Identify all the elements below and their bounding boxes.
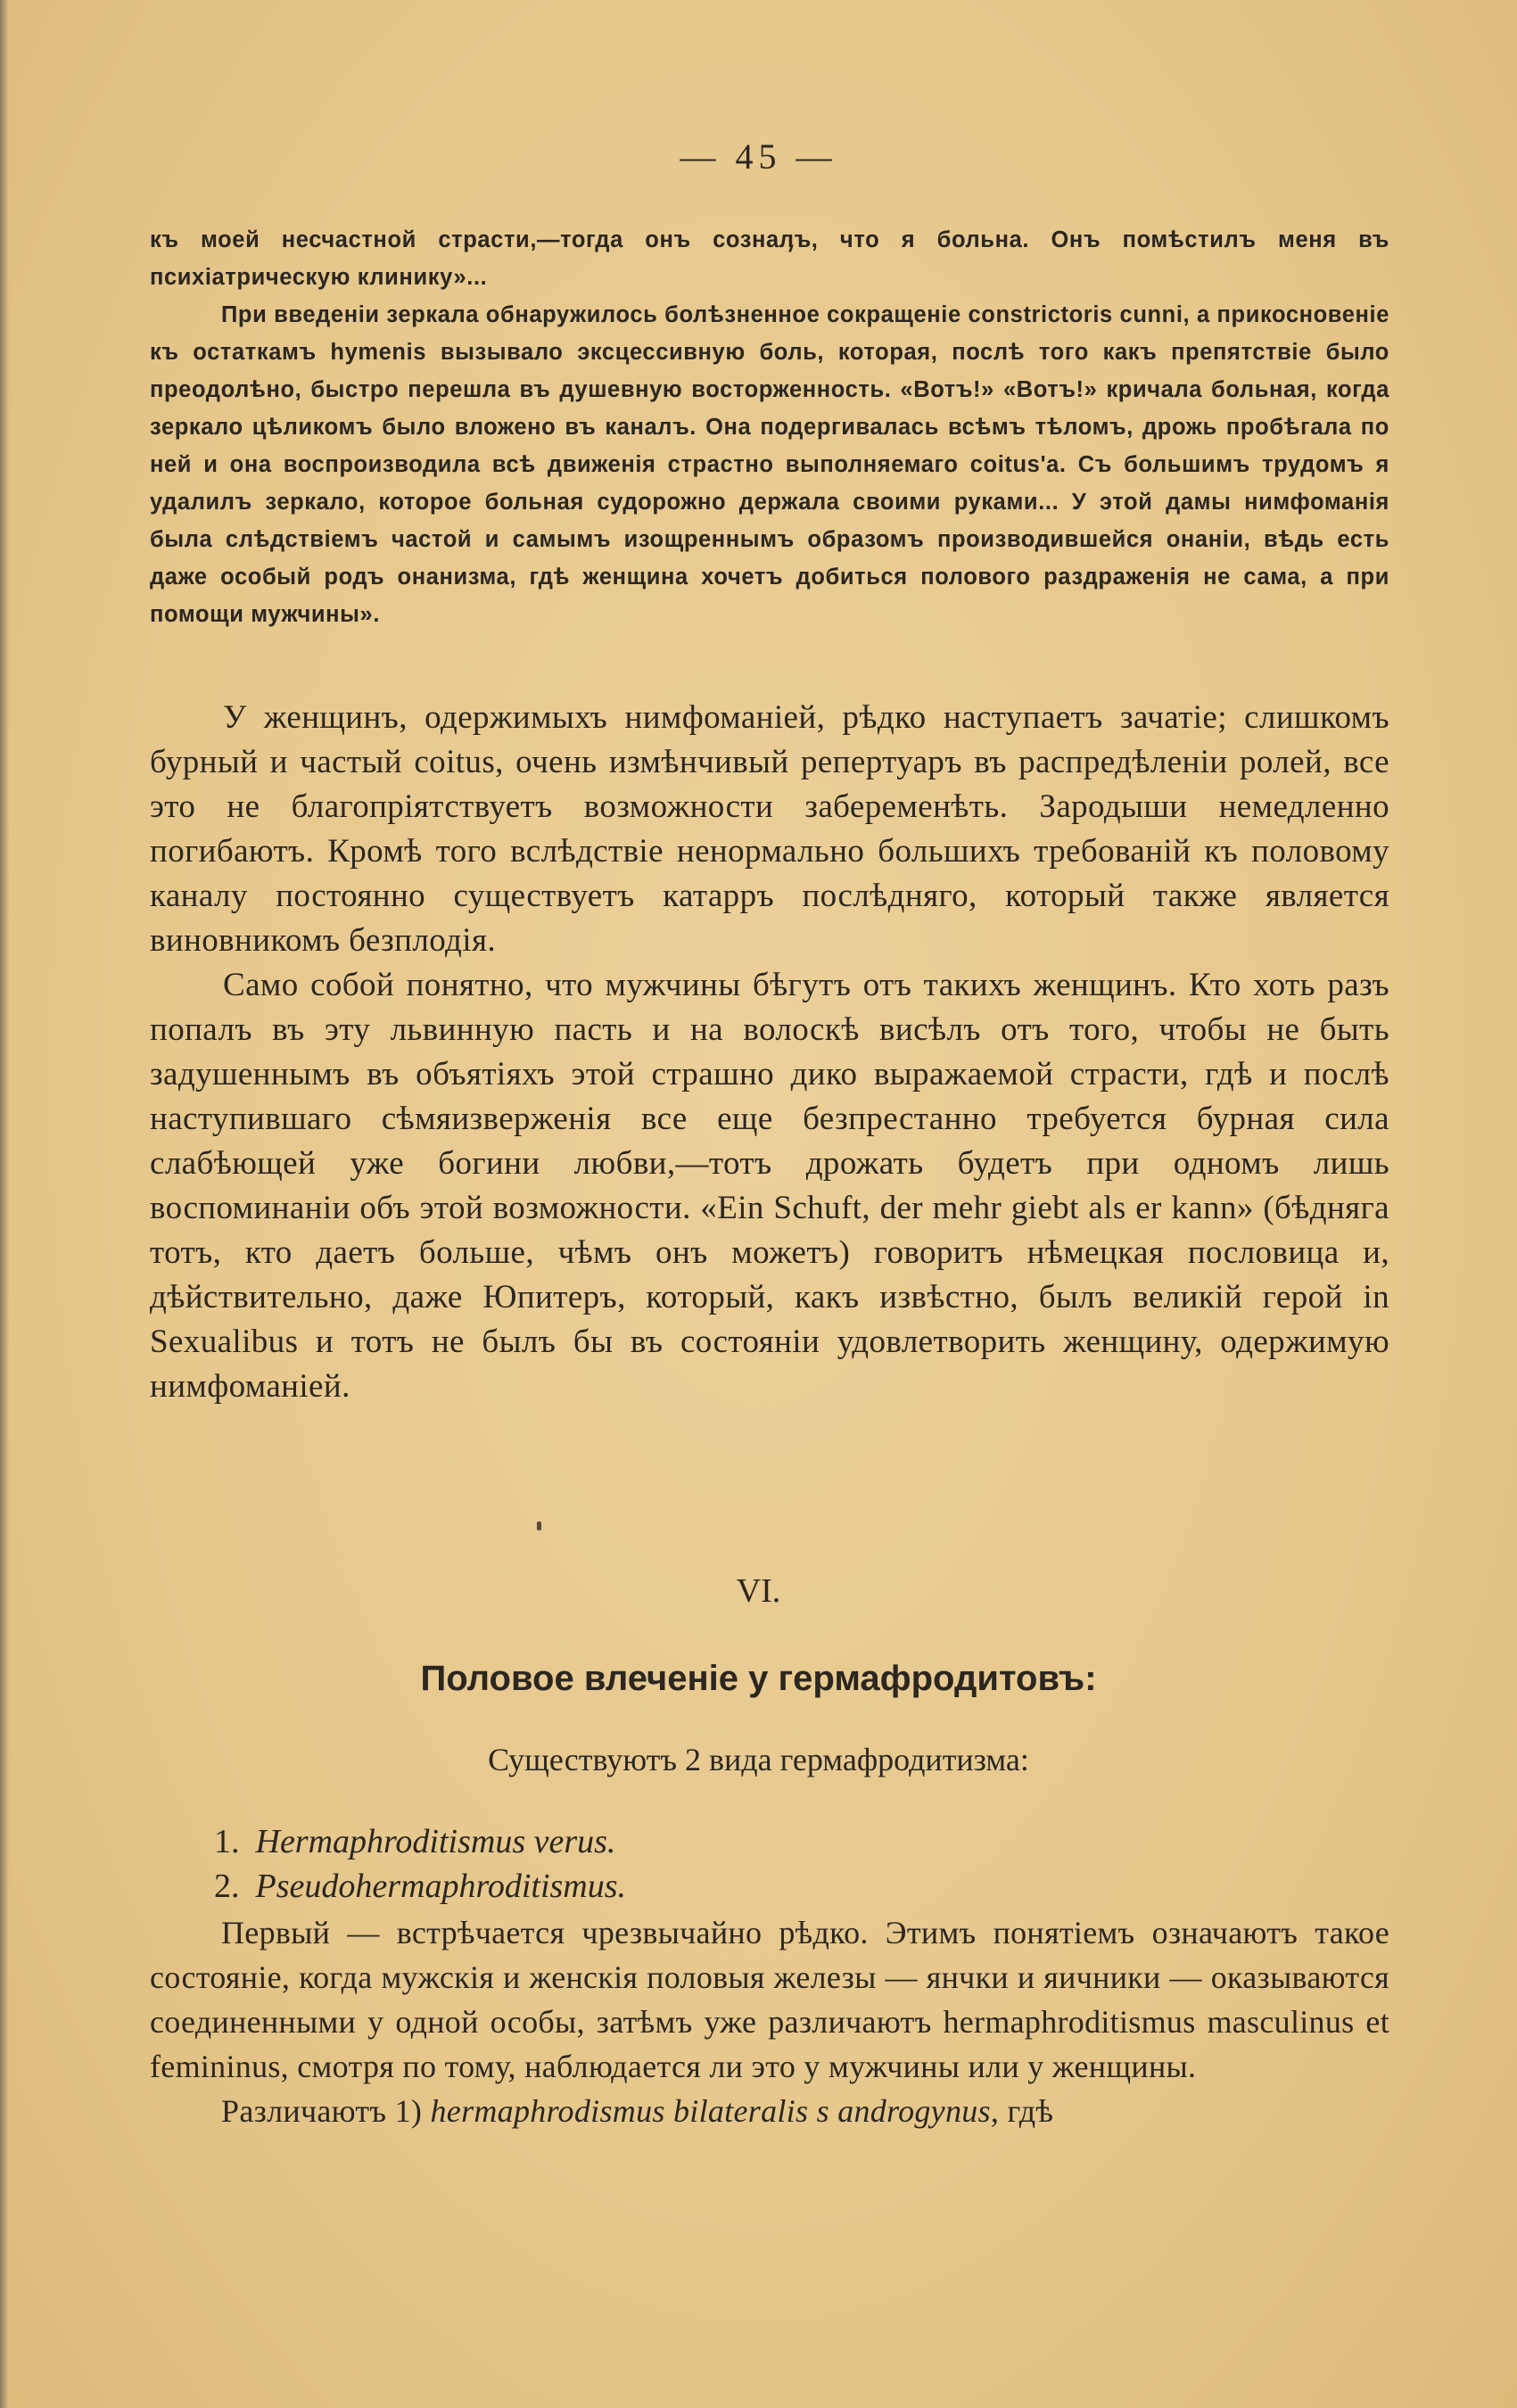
list-item-text: Hermaphroditismus verus. (255, 1823, 616, 1860)
page-edge (0, 0, 9, 2408)
list-item (214, 1864, 626, 1909)
quoted-passage (150, 221, 1389, 633)
lower-paragraph-2-end: , гдѣ (990, 2093, 1054, 2129)
list-item-number: 1. (214, 1823, 240, 1860)
quote-paragraph-2: При введеніи зеркала обнаружилось болѣзненное сокращеніе constrictoris cunni, а прикосновеніе къ остаткамъ hymenis вызывало эксцессивную боль, которая, послѣ того какъ препятствіе было преодолѣно, быстро перешла въ душевную восторженность. «Вотъ!» «Вотъ!» кричала больная, когда зеркало цѣликомъ было вложено въ каналъ. Она подергивалась всѣмъ тѣломъ, дрожь пробѣгала по ней и она воспроизводила всѣ движенія страстно выполняемаго coitus'а. Съ большимъ трудомъ я удалилъ зеркало, которое больная судорожно держала своими руками... У этой дамы нимфоманія была слѣдствіемъ частой и самымъ изощреннымъ образомъ производившейся онаніи, вѣдь есть даже особый родъ онанизма, гдѣ женщина хочетъ добиться полового раздраженія не сама, а при помощи мужчины». (150, 302, 1389, 627)
quote-paragraph-1: къ моей несчастной страсти,—тогда онъ сознаӆъ, что я больна. Онъ помѣстилъ меня въ психіатрическую клинику»... (150, 227, 1389, 290)
list-item (214, 1819, 626, 1864)
section-number: VI. (736, 1572, 781, 1610)
lower-paragraph-2 (150, 2089, 1389, 2133)
section-subheading: Существуютъ 2 вида гермафродитизма: (488, 1742, 1029, 1777)
lower-paragraph-2-start: Различаютъ 1) (221, 2093, 431, 2129)
ink-speck (537, 1521, 541, 1530)
main-paragraph-1: У женщинъ, одержимыхъ нимфоманіей, рѣдко наступаетъ зачатіе; слишкомъ бурный и частый coitus, очень измѣнчивый репертуаръ въ распредѣленіи ролей, все это не благопріятствуетъ возможности забеременѣть. Зародыши немедленно погибаютъ. Кромѣ того вслѣдствіе ненормально большихъ требованій къ половому каналу постоянно существуетъ катарръ послѣдняго, который также является виновникомъ безплодія. (150, 699, 1389, 959)
lower-paragraph-1: Первый — встрѣчается чрезвычайно рѣдко. Этимъ понятіемъ означаютъ такое состояніе, когда мужскія и женскія половыя железы — янчки и яичники — оказываются соединенными у одной особы, затѣмъ уже различаютъ hermaphroditismus masculinus et femininus, смотря по тому, наблюдается ли это у мужчины или у женщины. (150, 1915, 1389, 2084)
section-heading: Половое влеченіе у гермафродитовъ: (420, 1659, 1097, 1698)
lower-text (150, 1910, 1389, 2133)
page-number: — 45 — (680, 136, 837, 177)
main-paragraph-2: Само собой понятно, что мужчины бѣгутъ отъ такихъ женщинъ. Кто хоть разъ попалъ въ эту львинную пасть и на волоскѣ висѣлъ отъ того, чтобы не быть задушеннымъ въ объятіяхъ этой страшно дико выражаемой страсти, гдѣ и послѣ наступившаго сѣмяизверженія все еще безпрестанно требуется бурная сила слабѣющей уже богини любви,—тотъ дрожать будетъ при одномъ лишь воспоминаніи объ этой возможности. «Ein Schuft, der mehr giebt als er kann» (бѣдняга тотъ, кто даетъ больше, чѣмъ онъ можетъ) говоритъ нѣмецкая пословица и, дѣйствительно, даже Юпитеръ, который, какъ извѣстно, былъ великій герой in Sexualibus и тотъ не былъ бы въ состояніи удовлетворить женщину, одержимую нимфоманіей. (150, 967, 1389, 1405)
types-list (214, 1819, 626, 1909)
main-text (150, 696, 1389, 1409)
lower-paragraph-2-term: hermaphrodismus bilateralis s androgynus (430, 2093, 991, 2129)
list-item-text: Pseudohermaphroditismus. (255, 1868, 627, 1905)
list-item-number: 2. (214, 1868, 240, 1905)
